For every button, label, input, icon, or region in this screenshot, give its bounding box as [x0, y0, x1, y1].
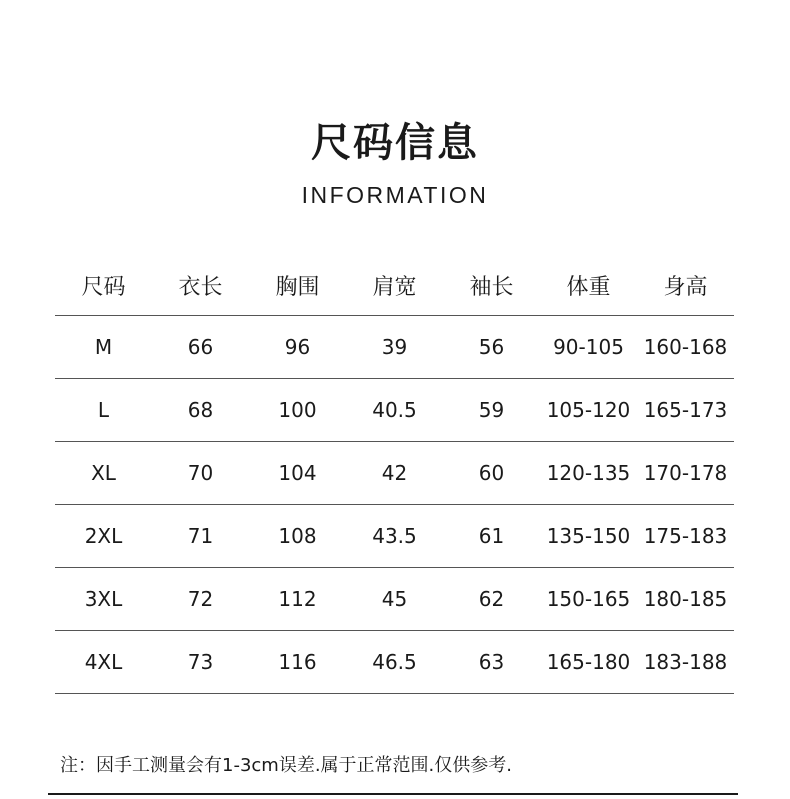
cell-shoulder: 46.5 — [372, 650, 417, 674]
header-height: 身高 — [663, 275, 708, 300]
cell-sleeve: 63 — [478, 650, 505, 674]
header-length: 衣长 — [178, 275, 223, 300]
table-row — [55, 379, 734, 442]
cell-height: 170-178 — [643, 461, 728, 485]
cell-sleeve: 56 — [478, 335, 505, 359]
cell-shoulder: 45 — [381, 587, 408, 611]
page-title: 尺码信息 — [311, 120, 479, 166]
size-table — [55, 256, 734, 694]
cell-sleeve: 61 — [478, 524, 505, 548]
cell-chest: 104 — [278, 461, 317, 485]
table-row — [55, 442, 734, 505]
cell-length: 72 — [187, 587, 214, 611]
cell-shoulder: 40.5 — [372, 398, 417, 422]
cell-shoulder: 43.5 — [372, 524, 417, 548]
cell-shoulder: 42 — [381, 461, 408, 485]
table-row — [55, 316, 734, 379]
cell-size: 2XL — [84, 524, 123, 548]
cell-length: 73 — [187, 650, 214, 674]
bottom-divider — [48, 793, 738, 795]
cell-chest: 100 — [278, 398, 317, 422]
cell-chest: 116 — [278, 650, 317, 674]
header-chest: 胸围 — [275, 275, 320, 300]
cell-size: 4XL — [84, 650, 123, 674]
table-row — [55, 568, 734, 631]
cell-size: L — [97, 398, 110, 422]
cell-chest: 112 — [278, 587, 317, 611]
cell-length: 70 — [187, 461, 214, 485]
cell-height: 175-183 — [643, 524, 728, 548]
table-row — [55, 505, 734, 568]
page-subtitle: INFORMATION — [301, 182, 489, 208]
cell-shoulder: 39 — [381, 335, 408, 359]
cell-length: 71 — [187, 524, 214, 548]
table-row — [55, 631, 734, 694]
cell-height: 180-185 — [643, 587, 728, 611]
header-weight: 体重 — [566, 275, 611, 300]
cell-height: 183-188 — [643, 650, 728, 674]
header-shoulder: 肩宽 — [372, 275, 417, 300]
cell-weight: 120-135 — [546, 461, 631, 485]
cell-length: 66 — [187, 335, 214, 359]
cell-sleeve: 60 — [478, 461, 505, 485]
cell-sleeve: 59 — [478, 398, 505, 422]
cell-size: 3XL — [84, 587, 123, 611]
table-header-row — [55, 256, 734, 316]
cell-weight: 90-105 — [553, 335, 624, 359]
cell-size: XL — [91, 461, 116, 485]
cell-size: M — [94, 335, 113, 359]
cell-sleeve: 62 — [478, 587, 505, 611]
header-size: 尺码 — [81, 275, 126, 300]
cell-height: 160-168 — [643, 335, 728, 359]
cell-height: 165-173 — [643, 398, 728, 422]
cell-chest: 108 — [278, 524, 317, 548]
cell-weight: 135-150 — [546, 524, 631, 548]
measurement-note: 注：因手工测量会有1-3cm误差.属于正常范围.仅供参考. — [60, 755, 512, 776]
cell-chest: 96 — [284, 335, 311, 359]
cell-weight: 150-165 — [546, 587, 631, 611]
cell-length: 68 — [187, 398, 214, 422]
cell-weight: 105-120 — [546, 398, 631, 422]
cell-weight: 165-180 — [546, 650, 631, 674]
header-sleeve: 袖长 — [469, 275, 514, 300]
